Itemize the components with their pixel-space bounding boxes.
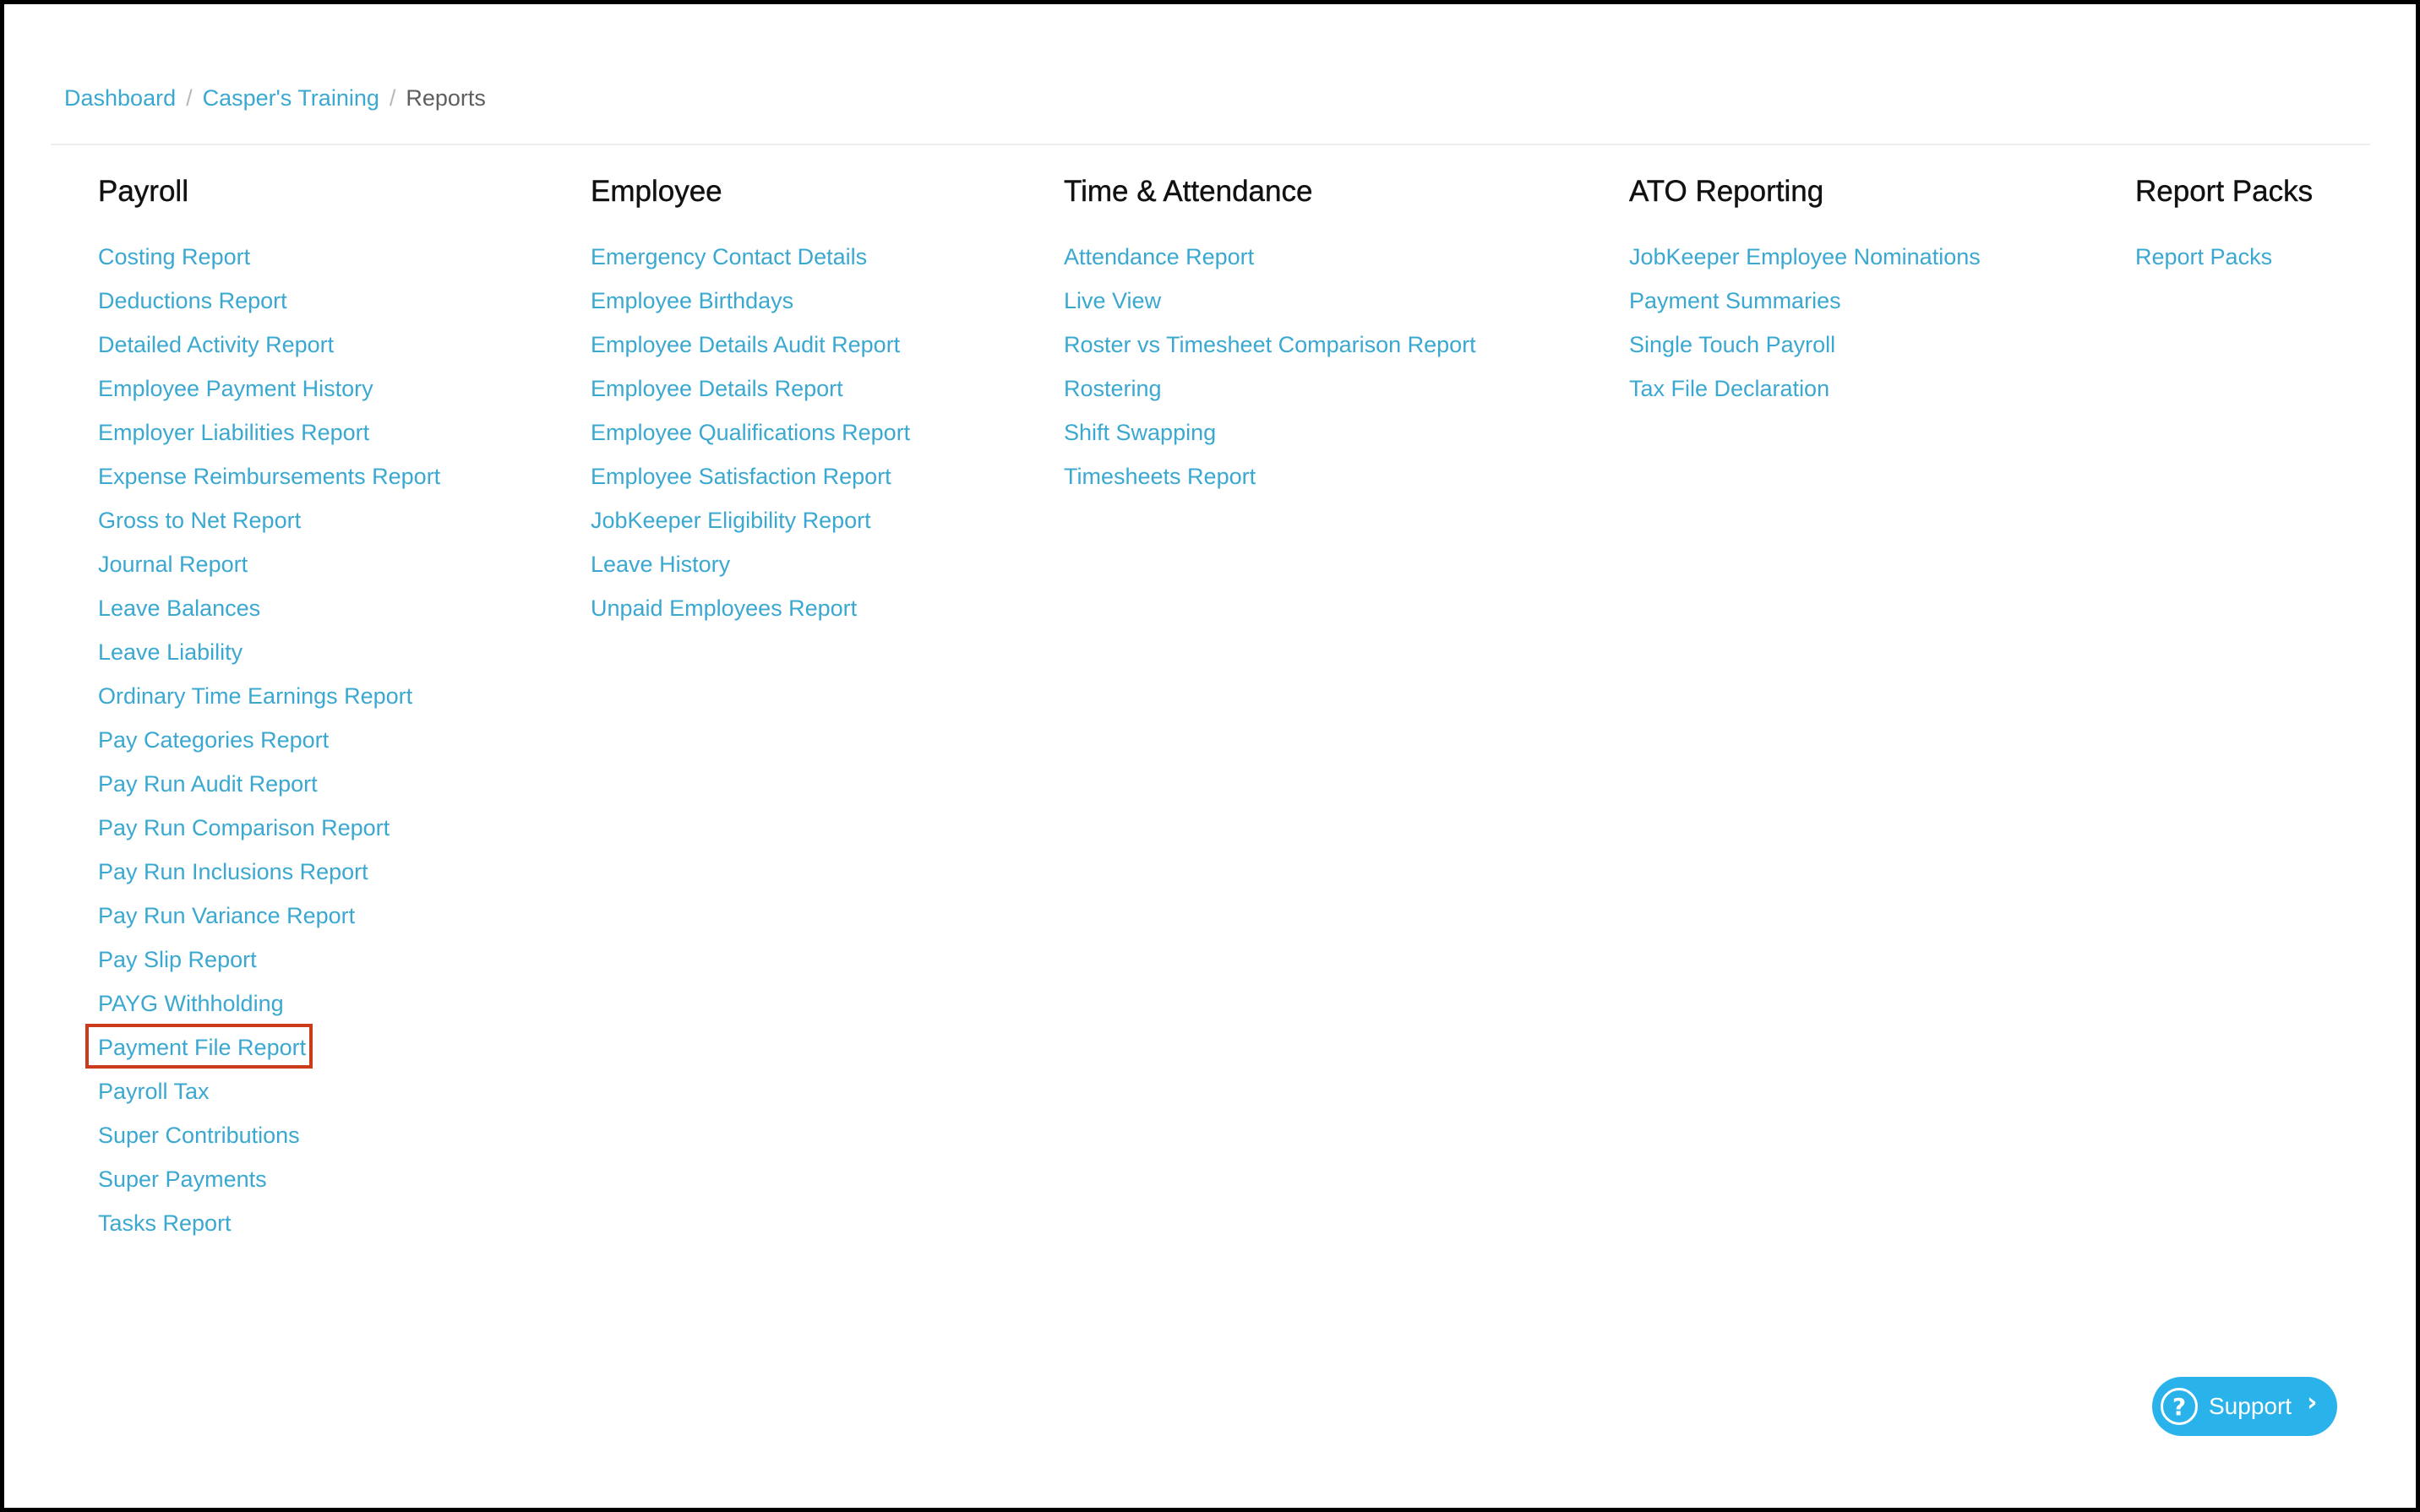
pay-run-inclusions-report-link[interactable]: Pay Run Inclusions Report <box>98 859 368 884</box>
pay-run-comparison-report-link[interactable]: Pay Run Comparison Report <box>98 815 390 840</box>
gross-to-net-report-link[interactable]: Gross to Net Report <box>98 508 302 533</box>
list-item <box>98 938 440 982</box>
list-item <box>98 498 440 542</box>
pay-categories-report-link[interactable]: Pay Categories Report <box>98 727 330 753</box>
report-packs-links <box>2135 235 2313 279</box>
list-item <box>591 454 910 498</box>
tax-file-declaration-link[interactable]: Tax File Declaration <box>1629 376 1830 401</box>
jobkeeper-eligibility-report-link[interactable]: JobKeeper Eligibility Report <box>591 508 871 533</box>
list-item <box>98 323 440 367</box>
live-view-link[interactable]: Live View <box>1064 288 1162 313</box>
breadcrumb-separator: / <box>186 85 193 111</box>
costing-report-link[interactable]: Costing Report <box>98 244 251 269</box>
breadcrumb-dashboard[interactable]: Dashboard <box>64 85 177 111</box>
employee-heading: Employee <box>591 175 722 208</box>
list-item <box>98 806 440 850</box>
employee-details-report-link[interactable]: Employee Details Report <box>591 376 843 401</box>
list-item <box>1629 367 1981 411</box>
list-item <box>98 674 440 718</box>
unpaid-employees-report-link[interactable]: Unpaid Employees Report <box>591 596 858 621</box>
breadcrumb-caspers-training[interactable]: Casper's Training <box>202 85 379 111</box>
support-label: Support <box>2209 1393 2292 1419</box>
rostering-link[interactable]: Rostering <box>1064 376 1162 401</box>
highlight-box <box>85 1024 313 1069</box>
payment-file-report-link[interactable]: Payment File Report <box>98 1035 307 1060</box>
list-item <box>98 367 440 411</box>
employee-links <box>591 235 910 630</box>
expense-reimbursements-report-link[interactable]: Expense Reimbursements Report <box>98 464 441 489</box>
list-item <box>1629 279 1981 323</box>
list-item <box>2135 235 2313 279</box>
time-attendance-links <box>1064 235 1476 498</box>
list-item <box>591 323 910 367</box>
list-item <box>1064 235 1476 279</box>
attendance-report-link[interactable]: Attendance Report <box>1064 244 1255 269</box>
list-item <box>98 586 440 630</box>
list-item <box>1629 323 1981 367</box>
pay-slip-report-link[interactable]: Pay Slip Report <box>98 947 257 972</box>
support-button[interactable] <box>2152 1377 2337 1436</box>
list-item <box>591 586 910 630</box>
roster-vs-timesheet-comparison-report-link[interactable]: Roster vs Timesheet Comparison Report <box>1064 332 1476 357</box>
journal-report-link[interactable]: Journal Report <box>98 552 248 577</box>
leave-balances-link[interactable]: Leave Balances <box>98 596 261 621</box>
employer-liabilities-report-link[interactable]: Employer Liabilities Report <box>98 420 370 445</box>
report-packs-heading: Report Packs <box>2135 175 2314 208</box>
breadcrumb-separator: / <box>389 85 396 111</box>
single-touch-payroll-link[interactable]: Single Touch Payroll <box>1629 332 1836 357</box>
list-item <box>1629 235 1981 279</box>
list-item <box>98 411 440 454</box>
list-item <box>98 1113 440 1157</box>
tasks-report-link[interactable]: Tasks Report <box>98 1210 232 1236</box>
list-item <box>98 630 440 674</box>
report-packs-link[interactable]: Report Packs <box>2135 244 2273 269</box>
payment-summaries-link[interactable]: Payment Summaries <box>1629 288 1841 313</box>
leave-liability-link[interactable]: Leave Liability <box>98 639 243 665</box>
timesheets-report-link[interactable]: Timesheets Report <box>1064 464 1256 489</box>
time-attendance-heading: Time & Attendance <box>1064 175 1313 208</box>
pay-run-variance-report-link[interactable]: Pay Run Variance Report <box>98 903 356 928</box>
time-attendance-column <box>1064 171 1476 498</box>
list-item <box>98 762 440 806</box>
employee-details-audit-report-link[interactable]: Employee Details Audit Report <box>591 332 901 357</box>
list-item <box>591 411 910 454</box>
pay-run-audit-report-link[interactable]: Pay Run Audit Report <box>98 771 318 797</box>
list-item <box>591 367 910 411</box>
list-item <box>1064 323 1476 367</box>
list-item <box>98 542 440 586</box>
employee-column <box>591 171 910 630</box>
list-item <box>98 454 440 498</box>
list-item <box>1064 367 1476 411</box>
list-item <box>98 1157 440 1201</box>
ordinary-time-earnings-report-link[interactable]: Ordinary Time Earnings Report <box>98 683 413 709</box>
list-item <box>98 718 440 762</box>
employee-payment-history-link[interactable]: Employee Payment History <box>98 376 373 401</box>
ato-reporting-heading: ATO Reporting <box>1629 175 1824 208</box>
payg-withholding-link[interactable]: PAYG Withholding <box>98 991 284 1016</box>
header-divider <box>51 144 2370 145</box>
list-item <box>98 235 440 279</box>
super-payments-link[interactable]: Super Payments <box>98 1167 267 1192</box>
ato-reporting-column <box>1629 171 1981 411</box>
jobkeeper-employee-nominations-link[interactable]: JobKeeper Employee Nominations <box>1629 244 1981 269</box>
chevron-right-icon: › <box>2307 1387 2318 1417</box>
list-item <box>1064 279 1476 323</box>
super-contributions-link[interactable]: Super Contributions <box>98 1123 300 1148</box>
breadcrumb <box>64 83 486 113</box>
emergency-contact-details-link[interactable]: Emergency Contact Details <box>591 244 868 269</box>
list-item <box>591 498 910 542</box>
list-item <box>98 982 440 1025</box>
leave-history-link[interactable]: Leave History <box>591 552 731 577</box>
list-item <box>591 542 910 586</box>
list-item <box>1064 411 1476 454</box>
list-item <box>98 850 440 894</box>
list-item <box>98 894 440 938</box>
payroll-column <box>98 171 440 1245</box>
employee-satisfaction-report-link[interactable]: Employee Satisfaction Report <box>591 464 891 489</box>
breadcrumb-current: Reports <box>406 85 486 111</box>
payroll-links <box>98 235 440 1245</box>
report-packs-column <box>2135 171 2313 279</box>
list-item <box>1064 454 1476 498</box>
deductions-report-link[interactable]: Deductions Report <box>98 288 287 313</box>
employee-qualifications-report-link[interactable]: Employee Qualifications Report <box>591 420 911 445</box>
payroll-tax-link[interactable]: Payroll Tax <box>98 1079 210 1104</box>
list-item <box>98 1069 440 1113</box>
detailed-activity-report-link[interactable]: Detailed Activity Report <box>98 332 335 357</box>
payroll-heading: Payroll <box>98 175 188 208</box>
list-item <box>591 279 910 323</box>
list-item <box>591 235 910 279</box>
list-item <box>98 1201 440 1245</box>
ato-reporting-links <box>1629 235 1981 411</box>
shift-swapping-link[interactable]: Shift Swapping <box>1064 420 1217 445</box>
question-circle-icon: ? <box>2161 1388 2198 1425</box>
employee-birthdays-link[interactable]: Employee Birthdays <box>591 288 794 313</box>
page <box>4 4 2416 1508</box>
list-item <box>98 279 440 323</box>
